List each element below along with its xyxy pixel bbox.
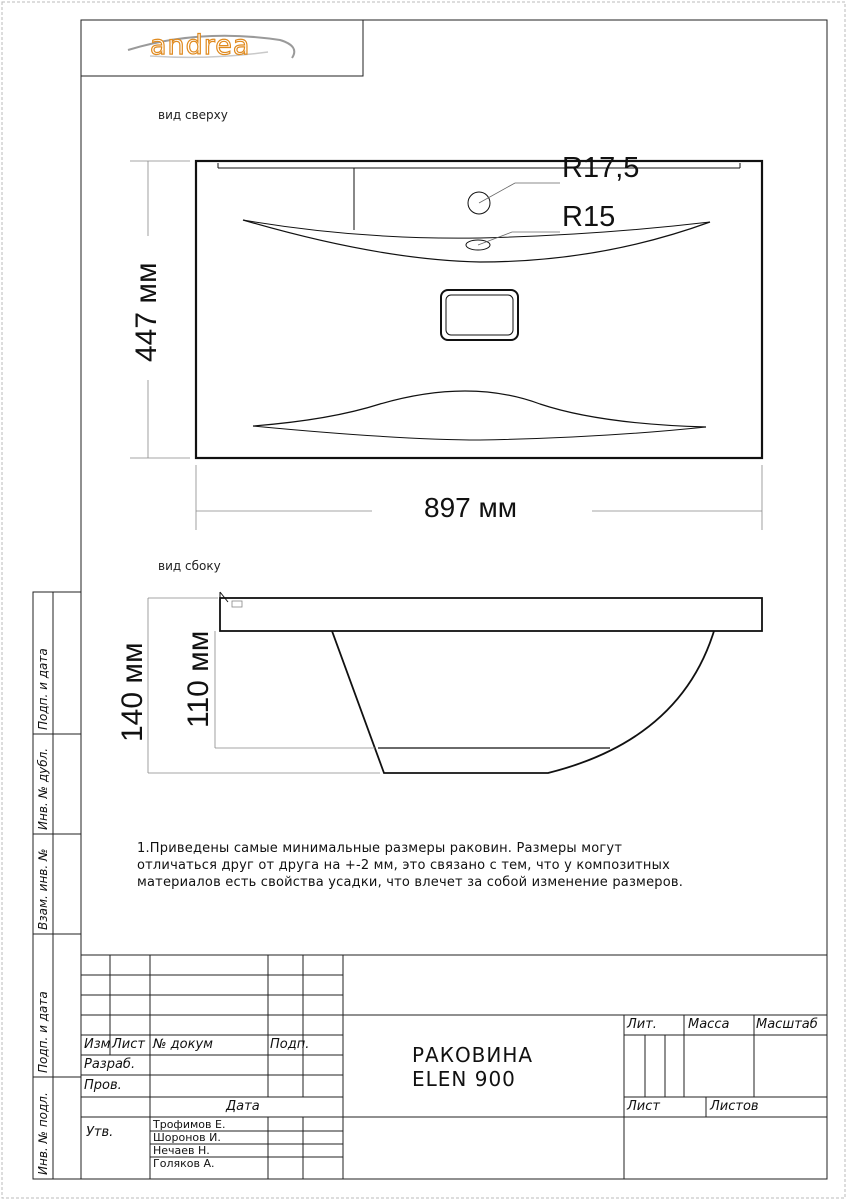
logo-text: andrea xyxy=(150,30,251,61)
stamp-person-1: Трофимов Е. xyxy=(153,1118,226,1131)
drawing-title-line-2: ELEN 900 xyxy=(412,1067,516,1091)
side-stamp-vzam-inv: Взам. инв. № xyxy=(36,848,50,930)
stamp-listov: Листов xyxy=(710,1099,759,1114)
drawing-title-line-1: РАКОВИНА xyxy=(412,1043,534,1067)
stamp-razrab: Разраб. xyxy=(84,1057,136,1072)
height-dimension-total: 140 мм xyxy=(116,642,149,742)
height-dimension-bowl: 110 мм xyxy=(182,630,215,728)
top-view-dimensions xyxy=(130,161,762,530)
stamp-masshtab: Масштаб xyxy=(756,1017,818,1032)
width-dimension: 897 мм xyxy=(424,492,517,523)
radius-small-label: R15 xyxy=(562,201,616,233)
side-stamp-podp-data-1: Подп. и дата xyxy=(36,648,50,730)
side-stamp-inv-podl: Инв. № подл. xyxy=(36,1092,50,1175)
side-stamp-podp-data-2: Подп. и дата xyxy=(36,991,50,1073)
stamp-list: Лист xyxy=(112,1037,145,1052)
side-view-label: вид сбоку xyxy=(158,559,221,573)
stamp-prov: Пров. xyxy=(84,1078,122,1093)
stamp-izm: Изм xyxy=(84,1037,111,1052)
stamp-massa: Масса xyxy=(688,1017,730,1032)
note-text xyxy=(137,840,807,891)
top-view-label: вид сверху xyxy=(158,108,228,122)
note-line-1: 1.Приведены самые минимальные размеры раковин. Размеры могут xyxy=(137,841,623,856)
stamp-person-4: Голяков А. xyxy=(153,1157,215,1170)
stamp-doc-no: № докум xyxy=(153,1037,213,1052)
drawing-title xyxy=(412,1043,533,1091)
side-stamp-inv-dubl: Инв. № дубл. xyxy=(36,747,50,830)
stamp-lit: Лит. xyxy=(627,1017,657,1032)
stamp-podp: Подп. xyxy=(270,1037,310,1052)
stamp-person-2: Шоронов И. xyxy=(153,1131,221,1144)
stamp-person-3: Нечаев Н. xyxy=(153,1144,210,1157)
height-dimension-top: 447 мм xyxy=(130,262,163,362)
radius-large-label: R17,5 xyxy=(562,152,640,184)
stamp-utv: Утв. xyxy=(86,1125,114,1140)
logo xyxy=(150,30,250,61)
stamp-list-2: Лист xyxy=(627,1099,660,1114)
note-line-3: материалов есть свойства усадки, что влечет за собой изменение размеров. xyxy=(137,875,684,890)
main-frame xyxy=(81,20,827,1179)
stamp-data: Дата xyxy=(226,1099,260,1114)
side-view xyxy=(220,592,762,773)
top-view xyxy=(196,161,762,458)
note-line-2: отличаться друг от друга на +-2 мм, это связано с тем, что у композитных xyxy=(137,858,670,873)
